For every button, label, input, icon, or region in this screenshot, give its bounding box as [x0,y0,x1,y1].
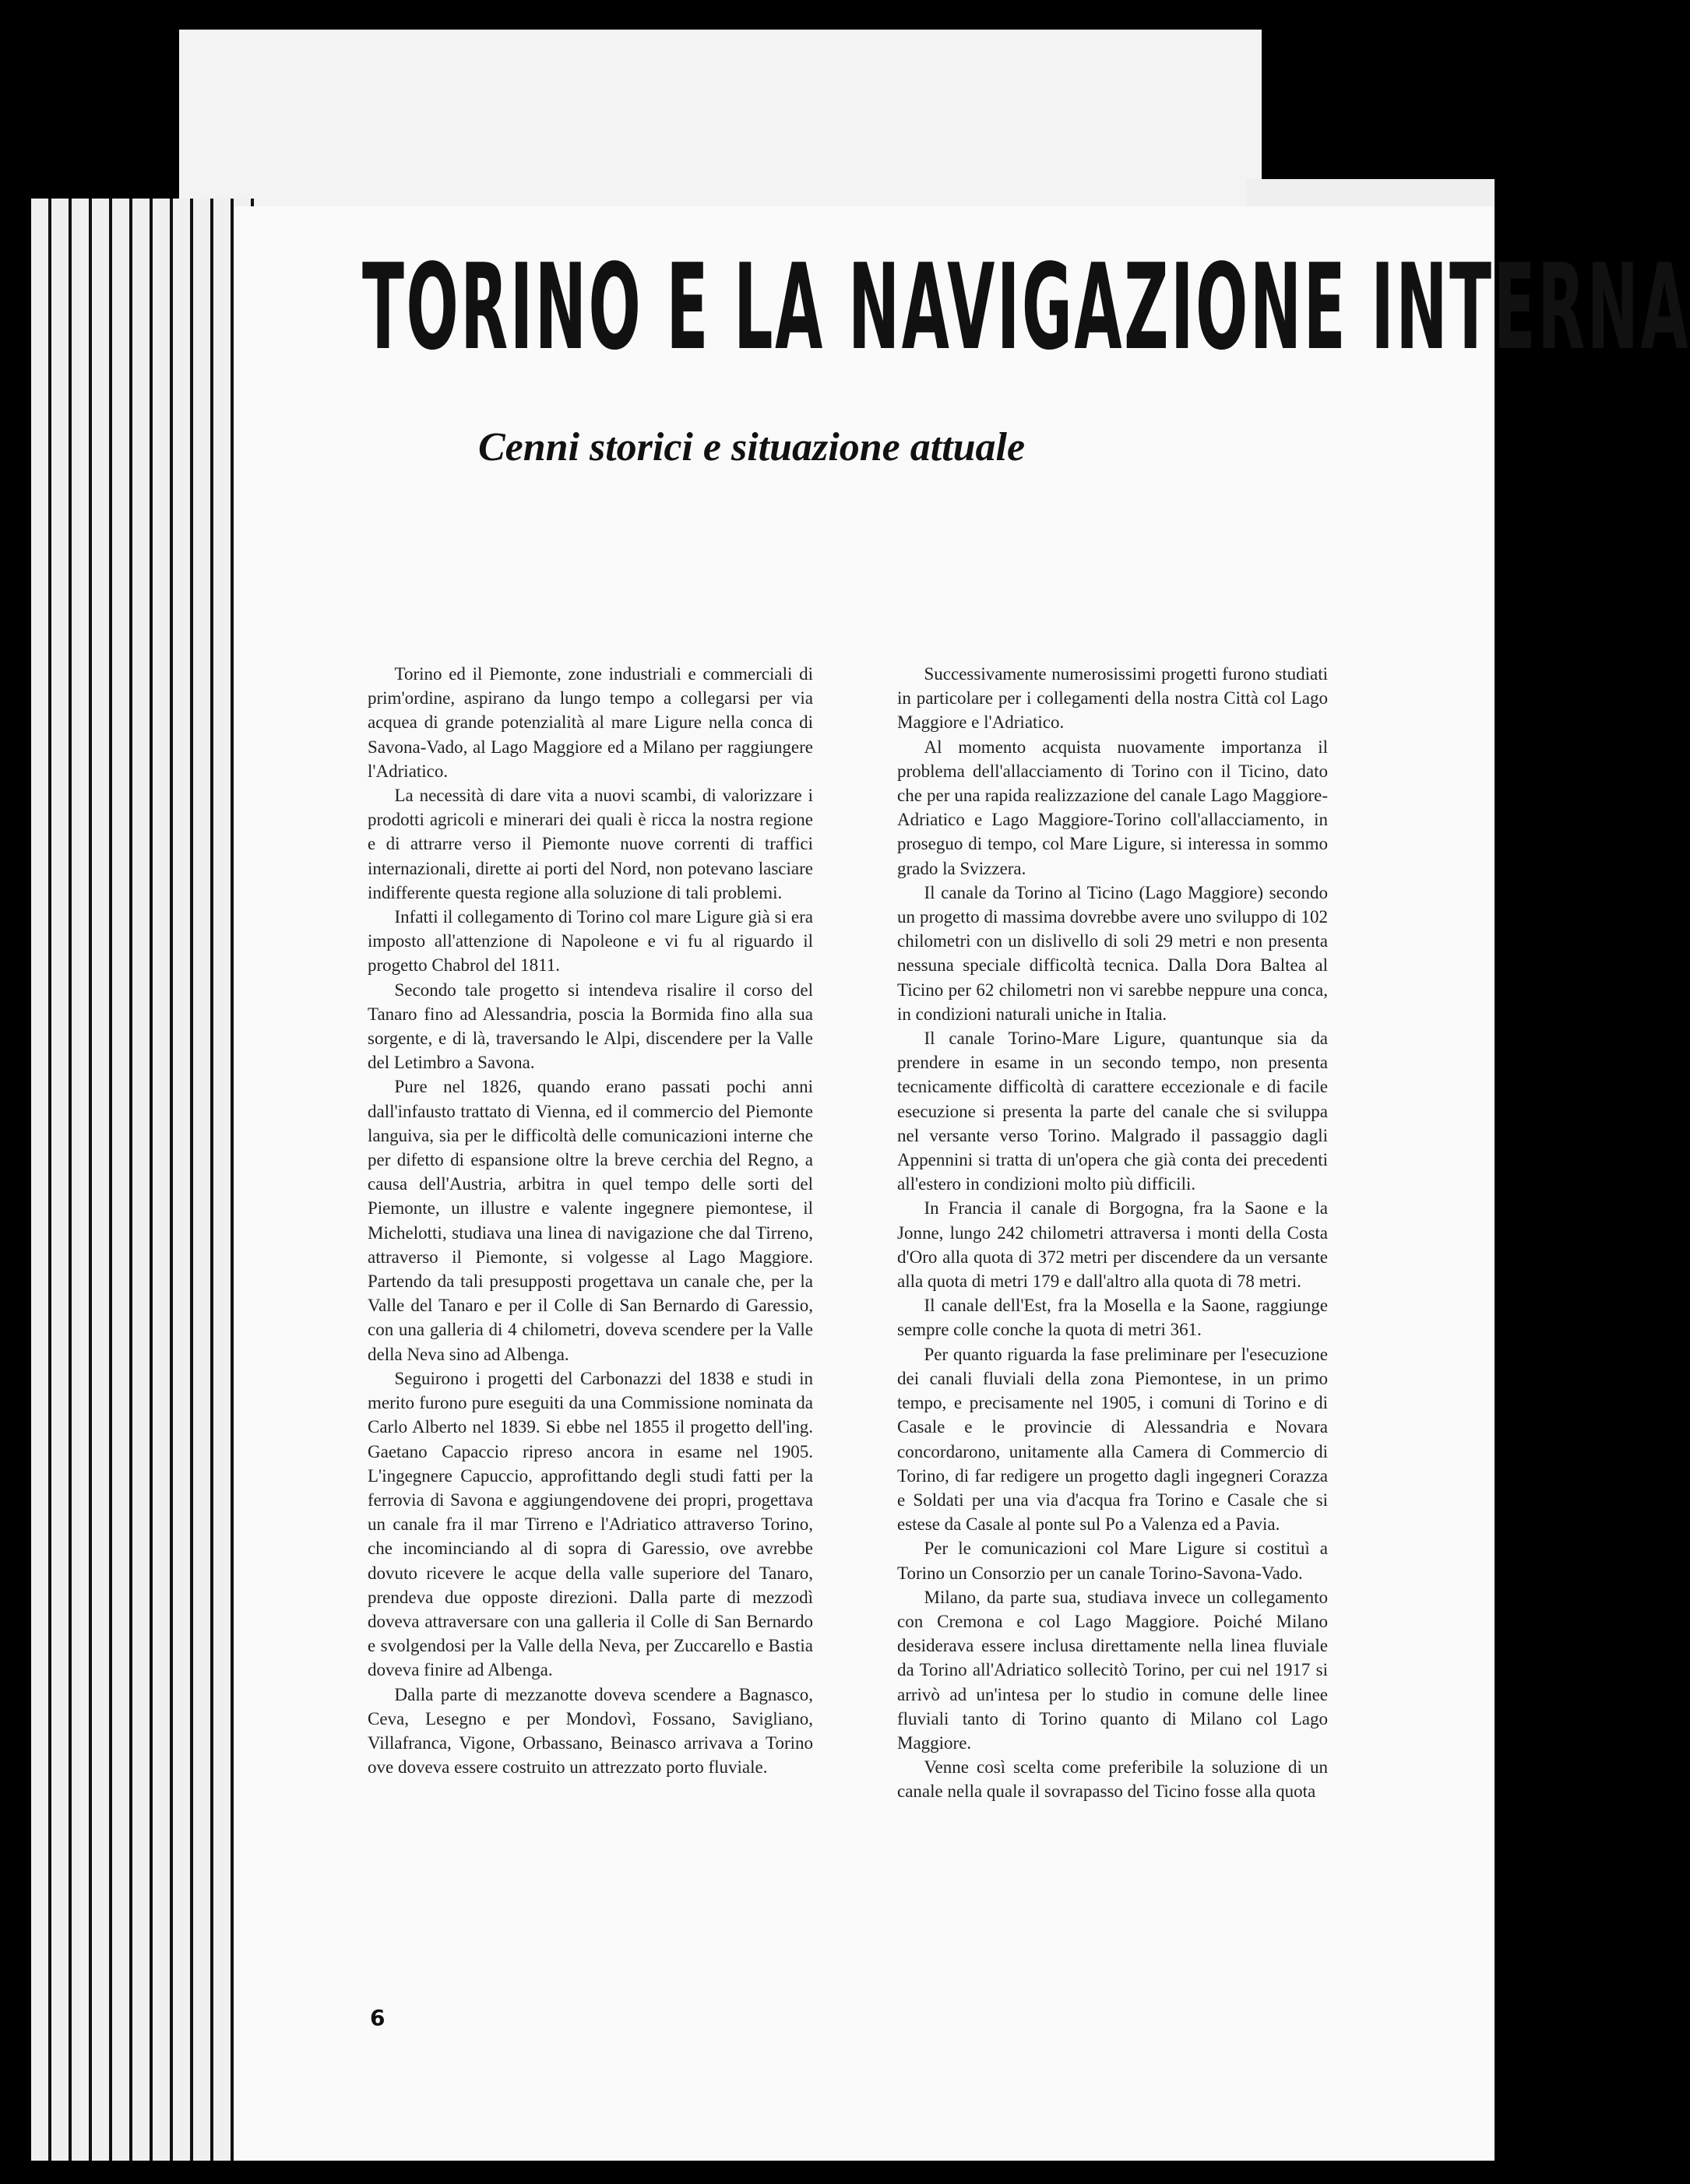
paragraph: Il canale da Torino al Ticino (Lago Maggiore) secondo un progetto di massima dovrebbe avere uno sviluppo di 102 chilometri con un dislivello di soli 29 metri e non presenta nessuna speciale difficoltà tecnica. Dalla Dora Baltea al Ticino per 62 chilometri non vi sarebbe neppure una conca, in condizioni naturali uniche in Italia. [897,882,1328,1024]
paragraph: Torino ed il Piemonte, zone industriali e commerciali di prim'ordine, aspirano da lungo tempo a collegarsi per via acquea di grande potenzialità al mare Ligure nella conca di Savona-Vado, al Lago Maggiore ed a Milano per raggiungere l'Adriatico. [368,664,813,781]
page-number: 6 [370,2005,386,2031]
paragraph: Al momento acquista nuovamente importanza il problema dell'allacciamento di Torino con il Ticino, dato che per una rapida realizzazione del canale Lago Maggiore-Adriatico e Lago Maggiore-Torino coll'allacciamento, in proseguo di tempo, col Mare Ligure, si interessa in sommo grado la Svizzera. [897,737,1328,878]
paragraph: Il canale Torino-Mare Ligure, quantunque sia da prendere in esame in un secondo tempo, non presenta tecnicamente difficoltà di carattere eccezionale e di facile esecuzione si presenta la parte del canale che si sviluppa nel versante verso Torino. Malgrado il passaggio dagli Appennini si tratta di un'opera che già conta dei precedenti all'estero in condizioni molto più difficili. [897,1029,1328,1194]
page-edge [153,199,173,2161]
magazine-page [234,206,1690,2161]
left-column [368,662,813,1779]
paragraph: Pure nel 1826, quando erano passati pochi anni dall'infausto trattato di Vienna, ed il commercio del Piemonte languiva, sia per le difficoltà delle comunicazioni interne che per difetto di espansione oltre la breve cerchia del Regno, a causa dell'Austria, arbitra in quel tempo delle sorti del Piemonte, un illustre e valente ingegnere piemontese, il Michelotti, studiava una linea di navigazione che dal Tirreno, attraverso il Piemonte, si volgesse al Lago Maggiore. Partendo da tali presupposti progettava un canale che, per la Valle del Tanaro e per il Colle di San Bernardo di Garessio, con una galleria di 4 chilometri, doveva scendere per la Valle della Neva sino ad Albenga. [368,1077,813,1364]
page-stack-edges [31,199,265,2161]
page-edge [51,199,72,2161]
page-edge [213,199,234,2161]
page-edge [193,199,213,2161]
paragraph: Milano, da parte sua, studiava invece un collegamento con Cremona e col Lago Maggiore. Poiché Milano desiderava essere inclusa direttamente nella linea fluviale da Torino all'Adriatico sollecitò Torino, per cui nel 1917 si arrivò ad un'intesa per lo studio in comune delle linee fluviali tanto di Torino quanto di Milano col Lago Maggiore. [897,1587,1328,1753]
paragraph: Per quanto riguarda la fase preliminare per l'esecuzione dei canali fluviali della zona Piemontese, in un primo tempo, e precisamente nel 1905, i comuni di Torino e di Casale e le provincie di Alessandria e Novara concordarono, unitamente alla Camera di Commercio di Torino, di far redigere un progetto dagli ingegneri Corazza e Soldati per una via d'acqua fra Torino e Casale che si estese da Casale al ponte sul Po a Valenza ed a Pavia. [897,1344,1328,1535]
paragraph: Venne così scelta come preferibile la soluzione di un canale nella quale il sovrapasso del Ticino fosse alla quota [897,1757,1328,1802]
paragraph: Dalla parte di mezzanotte doveva scendere a Bagnasco, Ceva, Lesegno e per Mondovì, Fossano, Savigliano, Villafranca, Vigone, Orbassano, Beinasco arrivava a Torino ove doveva essere costruito un attrezzato porto fluviale. [368,1684,813,1778]
paragraph: Per le comunicazioni col Mare Ligure si costituì a Torino un Consorzio per un canale Torino-Savona-Vado. [897,1539,1328,1583]
paragraph: Infatti il collegamento di Torino col mare Ligure già si era imposto all'attenzione di Napoleone e vi fu al riguardo il progetto Chabrol del 1811. [368,907,813,976]
page-edge [132,199,153,2161]
background-page [179,30,1262,209]
page-edge [173,199,193,2161]
page-edge [112,199,132,2161]
paragraph: In Francia il canale di Borgogna, fra la Saone e la Jonne, lungo 242 chilometri attraversa i monti della Costa d'Oro alla quota di 372 metri per discendere da un versante alla quota di metri 179 e dall'altro alla quota di 78 metri. [897,1198,1328,1292]
paragraph: Il canale dell'Est, fra la Mosella e la Saone, raggiunge sempre colle conche la quota di metri 361. [897,1296,1328,1340]
article-title: TORINO E LA NAVIGAZIONE INTERNA [362,238,1690,376]
paragraph: Successivamente numerosissimi progetti furono studiati in particolare per i collegamenti della nostra Città col Lago Maggiore e l'Adriatico. [897,664,1328,733]
page-edge [72,199,92,2161]
article-subtitle: Cenni storici e situazione attuale [477,425,1026,470]
page-edge [31,199,51,2161]
paragraph: La necessità di dare vita a nuovi scambi, di valorizzare i prodotti agricoli e minerari dei quali è ricca la nostra regione e di attrarre verso il Piemonte nuove correnti di traffici internazionali, dirette ai porti del Nord, non potevano lasciare indifferente questa regione alla soluzione di tali problemi. [368,786,813,902]
right-column [897,662,1328,1804]
paragraph: Seguirono i progetti del Carbonazzi del 1838 e studi in merito furono pure eseguiti da una Commissione nominata da Carlo Alberto nel 1839. Si ebbe nel 1855 il progetto dell'ing. Gaetano Capaccio ripreso ancora in esame nel 1905. L'ingegnere Capuccio, approfittando degli studi fatti per la ferrovia di Savona e aggiungendovene dei propri, progettava un canale fra il mar Tirreno e l'Adriatico attraverso Torino, che incominciando al di sopra di Garessio, ove avrebbe dovuto ricevere le acque della valle superiore del Tanaro, prendeva due opposte direzioni. Dalla parte di mezzodì doveva attraversare con una galleria il Colle di San Bernardo e svolgendosi per la Valle della Neva, per Zuccarello e Bastia doveva finire ad Albenga. [368,1368,813,1680]
page-edge [92,199,112,2161]
paragraph: Secondo tale progetto si intendeva risalire il corso del Tanaro fino ad Alessandria, poscia la Bormida fino alla sua sorgente, e di là, traversando le Alpi, discendere per la Valle del Letimbro a Savona. [368,979,813,1073]
